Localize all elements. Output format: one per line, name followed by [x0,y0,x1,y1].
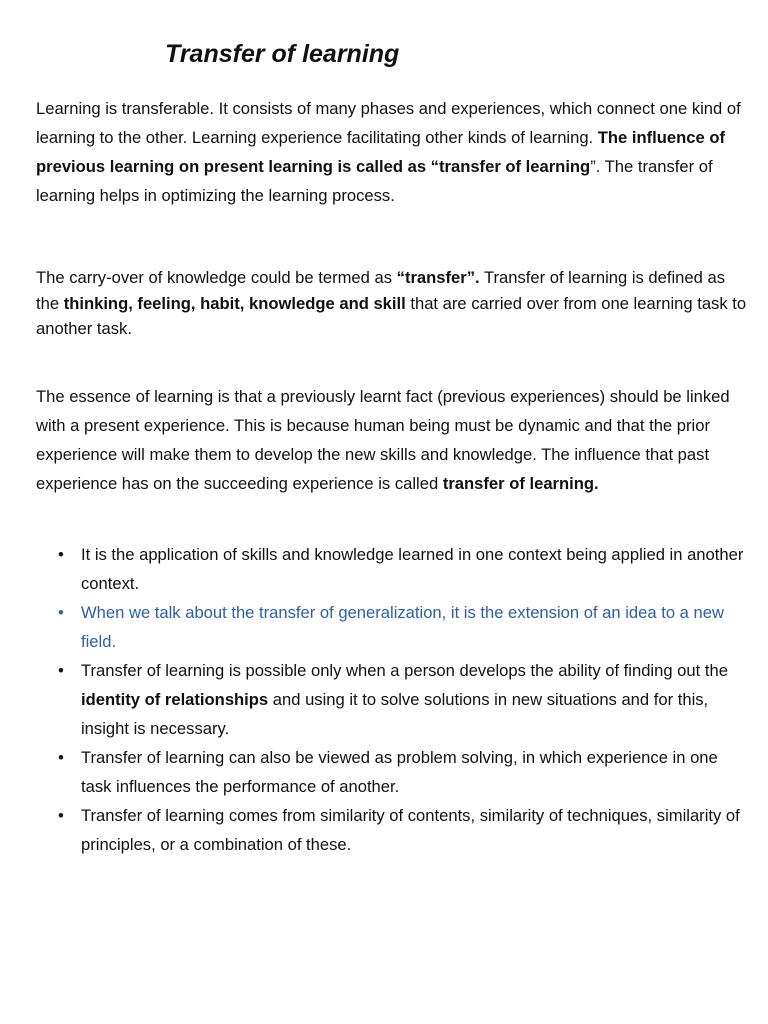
bullet-list [36,540,752,859]
paragraph-bold-text: transfer of learning. [442,474,599,493]
bullet-dot-icon: • [58,748,64,767]
paragraph-text: Transfer of learning is defined as the [36,268,725,313]
paragraph-1 [36,94,752,210]
bullet-dot-icon: • [58,545,64,564]
paragraph-text: Learning is transferable. It consists of many phases and experiences, which connect one kind of learning to the other. Learning experience facilitating other kinds of learning. [36,99,741,147]
paragraph-3 [36,382,752,498]
bullet-text: It is the application of skills and knowledge learned in one context being applied in another context. [81,545,744,593]
paragraph-text: The essence of learning is that a previously learnt fact (previous experiences) should be linked with a present experience. This is because human being must be dynamic and that the prior experience will make them to develop the new skills and knowledge. The influence that past experience has on the succeeding experience is called [36,387,730,493]
paragraph-text: that are carried over from one learning task to another task. [36,293,747,338]
bullet-item [36,743,752,801]
paragraph-bold-text: The influence of previous learning on present learning is called as “transfer of learning [36,128,726,176]
paragraph-text: ”. The transfer of learning helps in optimizing the learning process. [36,157,713,205]
bullet-text [81,661,728,738]
bullet-text [81,806,740,854]
bullet-dot-icon: • [58,603,64,622]
bullet-text: Transfer of learning can also be viewed as problem solving, in which experience in one task influences the performance of another. [81,748,718,796]
paragraph-2 [36,265,752,342]
bullet-text [81,545,743,593]
paragraph-bold-text: “transfer”. [396,268,480,287]
paragraph-text: The carry-over of knowledge could be termed as [36,268,397,287]
bullet-text: and using it to solve solutions in new situations and for this, insight is necessary. [81,690,709,738]
bullet-item [36,540,752,598]
bullet-bold-text: identity of relationships [81,690,269,709]
bullet-dot-icon: • [58,806,64,825]
bullet-item [36,598,752,656]
bullet-text: Transfer of learning comes from similarity of contents, similarity of techniques, similarity of principles, or a combination of these. [81,806,740,854]
bullet-item [36,801,752,859]
bullet-text: When we talk about the transfer of generalization, it is the extension of an idea to a new field. [81,603,724,651]
paragraph-bold-text: thinking, feeling, habit, knowledge and skill [63,293,406,313]
bullet-text: Transfer of learning is possible only when a person develops the ability of finding out the [81,661,728,680]
bullet-text [81,748,718,796]
bullet-dot-icon: • [58,661,64,680]
document-title: Transfer of learning [165,40,400,68]
bullet-text [81,603,724,651]
bullet-item [36,656,752,743]
